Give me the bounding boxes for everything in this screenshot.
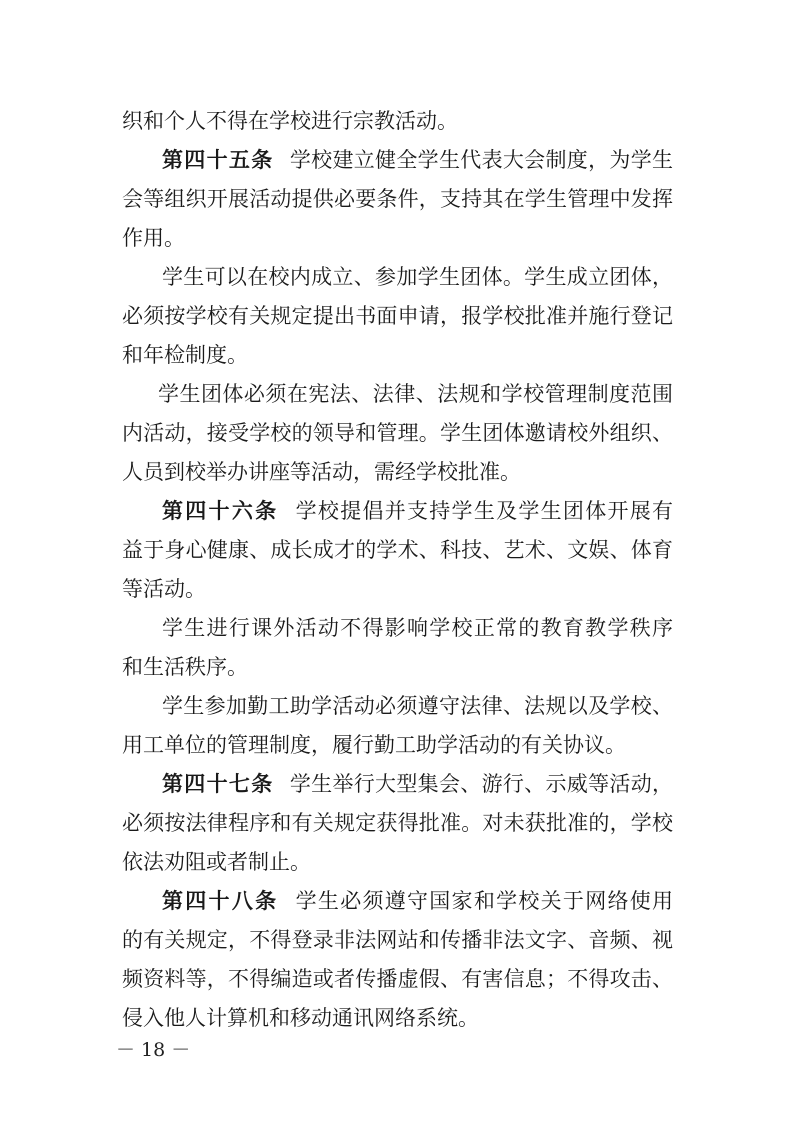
line-text: 学生团体必须在宪法、法律、法规和学校管理制度范围: [158, 382, 673, 406]
text-line: [122, 808, 673, 838]
text-line: [122, 925, 673, 955]
line-text: 侵入他人计算机和移动通讯网络系统。: [122, 1006, 479, 1030]
article-number: 第四十五条: [162, 148, 274, 172]
page-number: － 18 －: [116, 1039, 191, 1061]
line-text: 和年检制度。: [122, 343, 248, 367]
line-text: 益于身心健康、成长成才的学术、科技、艺术、文娱、体育: [122, 538, 673, 562]
line-text: 学生举行大型集会、游行、示威等活动，: [289, 772, 673, 796]
line-text: 用工单位的管理制度，履行勤工助学活动的有关协议。: [122, 733, 626, 757]
article-number: 第四十八条: [162, 889, 279, 913]
line-text: 频资料等，不得编造或者传播虚假、有害信息；不得攻击、: [122, 967, 673, 991]
line-text: 织和个人不得在学校进行宗教活动。: [122, 109, 458, 133]
text-line: [122, 301, 673, 331]
line-text: 和生活秩序。: [122, 655, 248, 679]
text-line: [122, 106, 673, 136]
text-line: [122, 964, 673, 994]
line-text: 学生必须遵守国家和学校关于网络使用: [294, 889, 673, 913]
article-47-heading-line: [162, 769, 673, 799]
text-line: [122, 418, 673, 448]
line-text: 学校建立健全学生代表大会制度，为学生: [289, 148, 673, 172]
line-text: 必须按法律程序和有关规定获得批准。对未获批准的，学校: [122, 811, 673, 835]
line-text: 学生参加勤工助学活动必须遵守法律、法规以及学校、: [162, 694, 673, 718]
article-number: 第四十六条: [162, 499, 279, 523]
text-line: [122, 847, 673, 877]
line-text: 会等组织开展活动提供必要条件，支持其在学生管理中发挥: [122, 187, 673, 211]
text-line: [122, 730, 673, 760]
article-48-heading-line: [162, 886, 673, 916]
text-line: [122, 223, 673, 253]
line-text: 必须按学校有关规定提出书面申请，报学校批准并施行登记: [122, 304, 673, 328]
text-line: [122, 184, 673, 214]
line-text: 作用。: [122, 226, 185, 250]
text-line: [158, 379, 673, 409]
line-text: 内活动，接受学校的领导和管理。学生团体邀请校外组织、: [122, 421, 673, 445]
line-text: 等活动。: [122, 577, 206, 601]
line-text: 的有关规定，不得登录非法网站和传播非法文字、音频、视: [122, 928, 673, 952]
text-line: [162, 262, 673, 292]
line-text: 学校提倡并支持学生及学生团体开展有: [294, 499, 673, 523]
article-number: 第四十七条: [162, 772, 274, 796]
text-line: [162, 691, 673, 721]
text-line: [122, 340, 673, 370]
line-text: 人员到校举办讲座等活动，需经学校批准。: [122, 460, 521, 484]
text-line: [122, 535, 673, 565]
line-text: 学生进行课外活动不得影响学校正常的教育教学秩序: [162, 616, 673, 640]
text-line: [122, 652, 673, 682]
text-line: [122, 1003, 673, 1033]
article-46-heading-line: [162, 496, 673, 526]
text-line: [162, 613, 673, 643]
text-line: [122, 457, 673, 487]
line-text: 依法劝阻或者制止。: [122, 850, 311, 874]
line-text: 学生可以在校内成立、参加学生团体。学生成立团体，: [162, 265, 673, 289]
article-45-heading-line: [162, 145, 673, 175]
text-line: [122, 574, 673, 604]
